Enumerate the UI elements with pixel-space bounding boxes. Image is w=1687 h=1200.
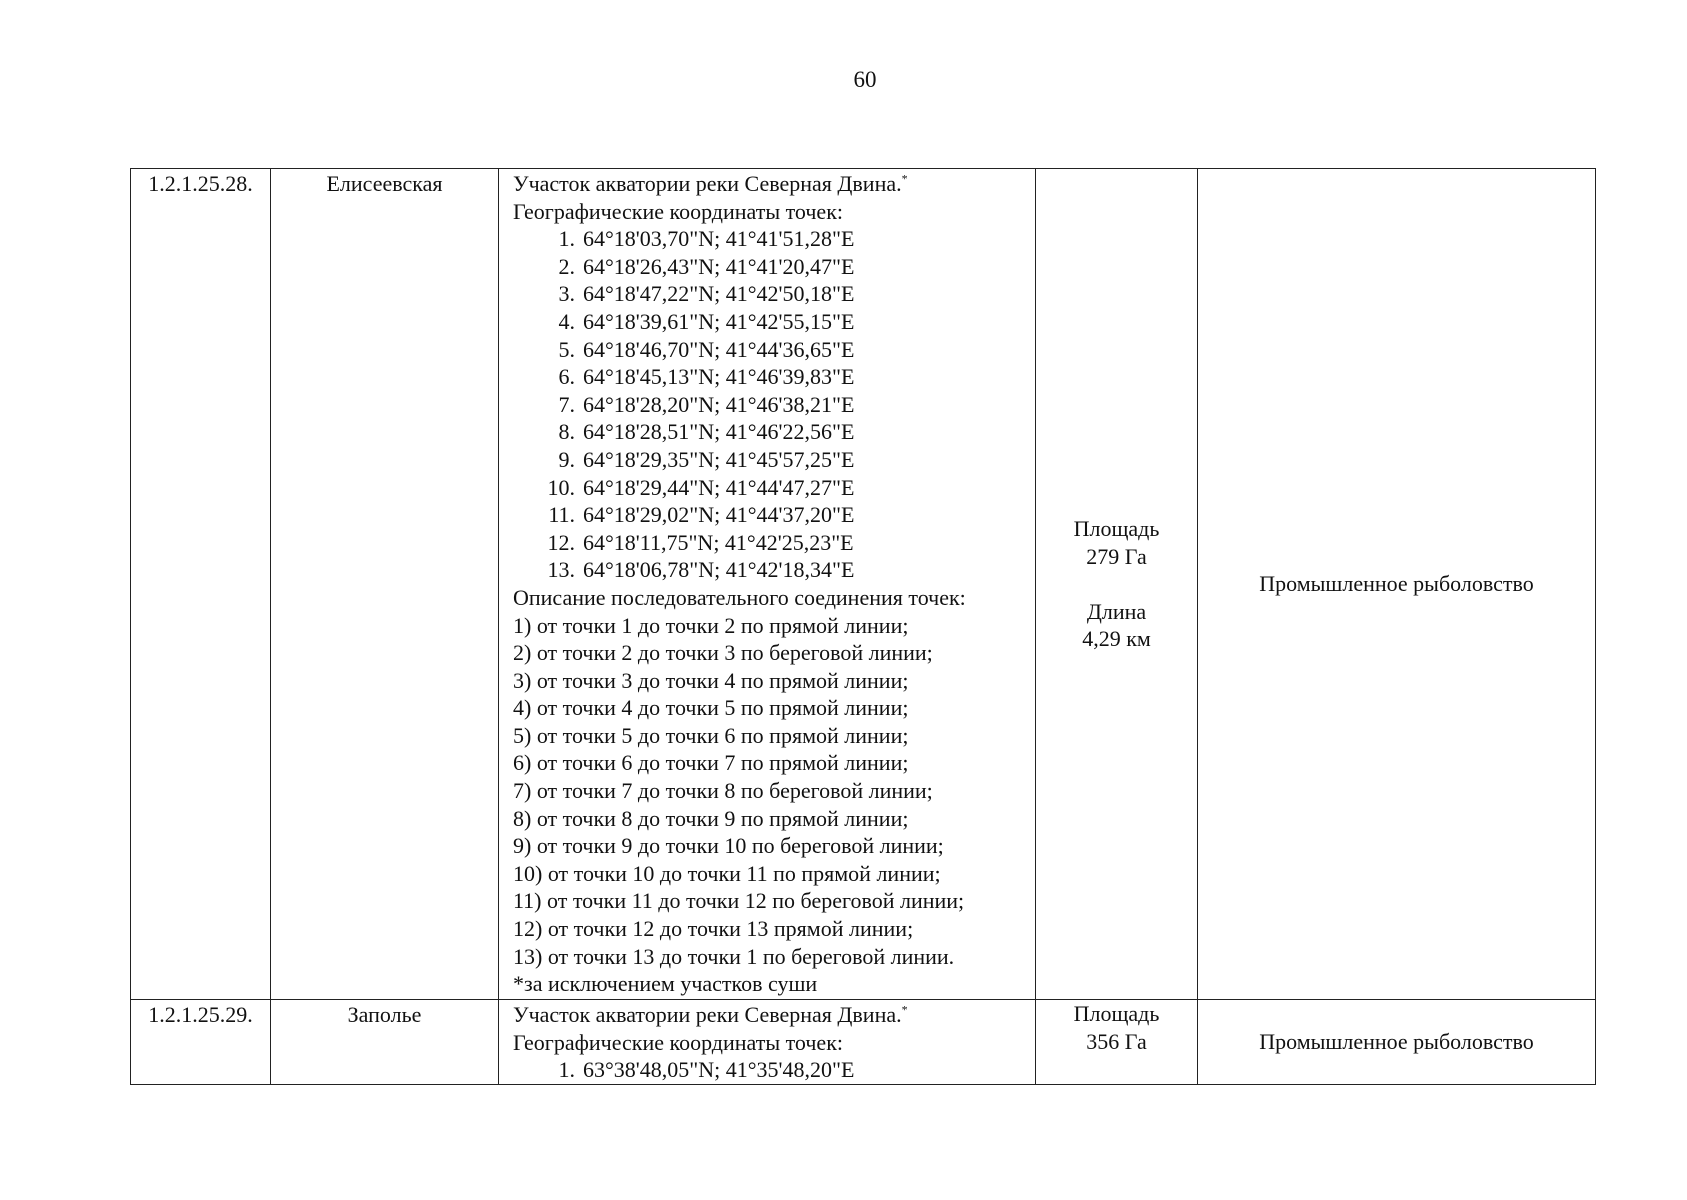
footnote-mark: * [901, 171, 908, 186]
connection-item: 13) от точки 13 до точки 1 по береговой линии. [513, 943, 955, 969]
area-description [499, 1000, 1036, 1085]
area-description [499, 169, 1036, 1000]
footnote: *за исключением участков суши [513, 971, 818, 997]
connection-heading: Описание последовательного соединения точек: [513, 584, 966, 610]
area-value: 356 Га [1086, 1028, 1147, 1054]
coordinate-item: 12. 64°18'11,75"N; 41°42'25,23"E [547, 529, 854, 555]
area-name: Елисеевская [271, 169, 499, 1000]
coordinate-item: 3. 64°18'47,22"N; 41°42'50,18"E [558, 281, 855, 307]
table-row [131, 1000, 1596, 1085]
row-number: 1.2.1.25.28. [131, 169, 271, 1000]
coordinate-item: 1. 64°18'03,70"N; 41°41'51,28"E [558, 226, 855, 252]
coordinate-item: 6. 64°18'45,13"N; 41°46'39,83"E [558, 364, 855, 390]
coordinate-item: 11. 64°18'29,02"N; 41°44'37,20"E [548, 502, 855, 528]
area-label: Площадь [1073, 516, 1160, 542]
area-name: Заполье [271, 1000, 499, 1085]
connection-item: 4) от точки 4 до точки 5 по прямой линии; [513, 695, 909, 721]
connection-item: 1) от точки 1 до точки 2 по прямой линии; [513, 612, 909, 638]
coordinate-item: 7. 64°18'28,20"N; 41°46'38,21"E [558, 391, 855, 417]
connection-item: 8) от точки 8 до точки 9 по прямой линии; [513, 805, 909, 831]
coordinate-item: 13. 64°18'06,78"N; 41°42'18,34"E [547, 557, 855, 583]
area-measurements [1036, 169, 1198, 1000]
length-label: Длина [1086, 598, 1147, 624]
coordinate-item: 5. 64°18'46,70"N; 41°44'36,65"E [558, 336, 855, 362]
connection-item: 6) от точки 6 до точки 7 по прямой линии; [513, 750, 909, 776]
coordinate-item: 1. 63°38'48,05"N; 41°35'48,20"E [558, 1057, 855, 1083]
table-row [131, 169, 1596, 1000]
coords-heading: Географические координаты точек: [513, 198, 843, 224]
area-label: Площадь [1073, 1001, 1160, 1026]
description-title: Участок акватории реки Северная Двина.* [513, 1002, 908, 1027]
area-measurements [1036, 1000, 1198, 1085]
row-number: 1.2.1.25.29. [131, 1000, 271, 1085]
connection-item: 10) от точки 10 до точки 11 по прямой линии; [513, 860, 941, 886]
connection-item: 12) от точки 12 до точки 13 прямой линии; [513, 916, 914, 942]
coordinate-item: 10. 64°18'29,44"N; 41°44'47,27"E [547, 474, 855, 500]
length-value: 4,29 км [1082, 626, 1151, 652]
coordinate-item: 8. 64°18'28,51"N; 41°46'22,56"E [558, 419, 855, 445]
coords-heading: Географические координаты точек: [513, 1029, 843, 1055]
coordinate-item: 9. 64°18'29,35"N; 41°45'57,25"E [558, 446, 855, 472]
usage-type: Промышленное рыболовство [1198, 169, 1596, 1000]
description-title: Участок акватории реки Северная Двина.* [513, 171, 908, 196]
area-value: 279 Га [1086, 543, 1147, 569]
connection-item: 9) от точки 9 до точки 10 по береговой линии; [513, 833, 944, 859]
coordinate-item: 2. 64°18'26,43"N; 41°41'20,47"E [558, 253, 855, 279]
connection-item: 2) от точки 2 до точки 3 по береговой линии; [513, 640, 933, 666]
footnote-mark: * [901, 1002, 908, 1017]
page-number: 60 [853, 67, 877, 92]
connection-item: 7) от точки 7 до точки 8 по береговой линии; [513, 778, 933, 804]
coordinate-item: 4. 64°18'39,61"N; 41°42'55,15"E [558, 308, 855, 334]
connection-item: 3) от точки 3 до точки 4 по прямой линии; [513, 667, 909, 693]
connection-item: 5) от точки 5 до точки 6 по прямой линии; [513, 722, 909, 748]
connection-item: 11) от точки 11 до точки 12 по береговой линии; [513, 888, 965, 914]
water-areas-table [130, 168, 1596, 1085]
usage-type: Промышленное рыболовство [1198, 1000, 1596, 1085]
